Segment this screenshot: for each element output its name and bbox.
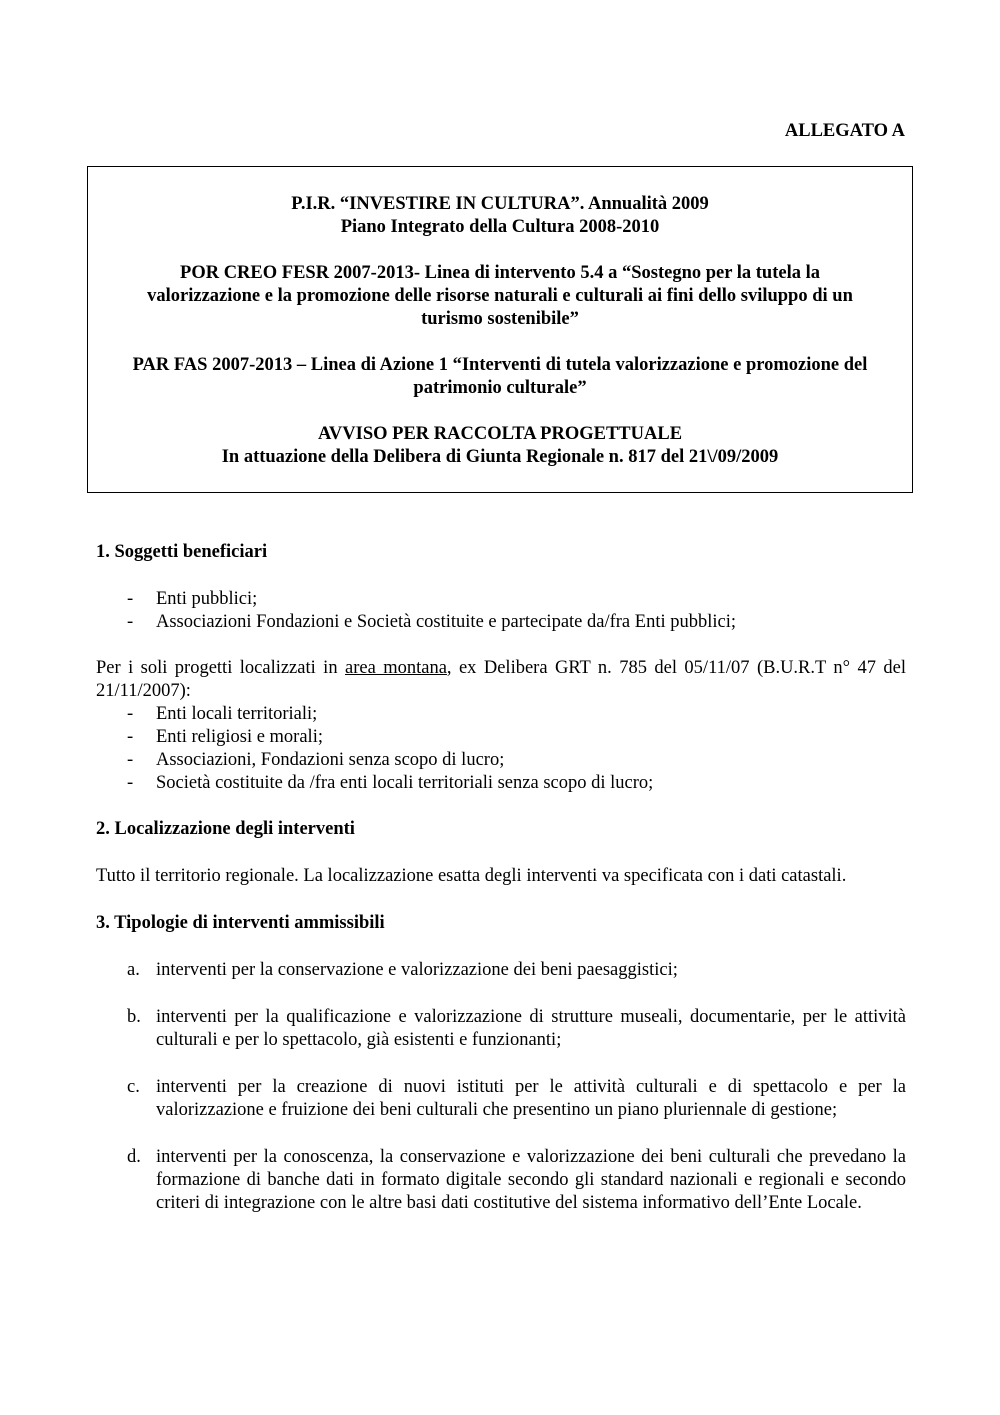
list-item: [96, 1006, 906, 1052]
title-block-par: [96, 354, 904, 400]
title-line: P.I.R. “INVESTIRE IN CULTURA”. Annualità 2009: [291, 194, 709, 214]
list-item: - Società costituite da /fra enti locali territoriali senza scopo di lucro;: [96, 772, 906, 795]
list-marker: b.: [127, 1007, 141, 1027]
document-body: [96, 541, 906, 1215]
list-item: - Enti religiosi e morali;: [96, 726, 906, 749]
title-line: Piano Integrato della Cultura 2008-2010: [340, 217, 660, 237]
section-1-title: 1. Soggetti beneficiari: [96, 542, 268, 562]
paragraph-text: , ex Delibera GRT n. 785 del 05/11/07 (B.U.R.T n° 47 del 21/11/2007):: [96, 658, 906, 701]
list-item-text: interventi per la conservazione e valorizzazione dei beni paesaggistici;: [156, 960, 678, 980]
area-montana-underlined: area montana: [345, 658, 447, 678]
title-block-avviso: [96, 423, 904, 469]
title-line: PAR FAS 2007-2013 – Linea di Azione 1 “Interventi di tutela valorizzazione e promozione del: [132, 355, 868, 375]
list-item: - Enti locali territoriali;: [96, 703, 906, 726]
section-2-title: 2. Localizzazione degli interventi: [96, 819, 355, 839]
area-montana-list: [96, 703, 906, 795]
list-item: - Enti pubblici;: [96, 588, 906, 611]
section-3-title: 3. Tipologie di interventi ammissibili: [96, 913, 385, 933]
title-line: POR CREO FESR 2007-2013- Linea di intervento 5.4 a “Sostegno per la tutela la: [180, 263, 820, 283]
title-block-pir: [96, 193, 904, 239]
list-item: [96, 959, 906, 982]
list-marker: c.: [127, 1077, 140, 1097]
title-line: turismo sostenibile”: [421, 309, 579, 329]
list-item-text: interventi per la qualificazione e valorizzazione di strutture museali, documentarie, per le attività culturali e per lo spettacolo, già esistenti e funzionanti;: [156, 1007, 906, 1050]
title-line: AVVISO PER RACCOLTA PROGETTUALE: [317, 424, 683, 444]
paragraph-text: Per i soli progetti localizzati in: [96, 658, 345, 678]
title-line: patrimonio culturale”: [413, 378, 587, 398]
section-2-text: Tutto il territorio regionale. La localizzazione esatta degli interventi va specificata con i dati catastali.: [96, 866, 847, 886]
list-item-text: interventi per la creazione di nuovi istituti per le attività culturali e di spettacolo e per la valorizzazione e fruizione dei beni culturali che presentino un piano pluriennale di gestione;: [156, 1077, 906, 1120]
title-line: In attuazione della Delibera di Giunta Regionale n. 817 del 21\/09/2009: [221, 447, 779, 467]
allegato-label: ALLEGATO A: [784, 121, 905, 141]
list-item: - Associazioni Fondazioni e Società costituite e partecipate da/fra Enti pubblici;: [96, 611, 906, 634]
list-item: [96, 1076, 906, 1122]
list-item: - Associazioni, Fondazioni senza scopo di lucro;: [96, 749, 906, 772]
list-marker: a.: [127, 960, 140, 980]
beneficiari-list: [96, 588, 906, 634]
tipologie-list: [96, 959, 906, 1215]
title-block-por: [96, 262, 904, 331]
area-montana-paragraph: [96, 657, 906, 703]
list-item: [96, 1146, 906, 1215]
title-box: [87, 166, 913, 493]
list-marker: d.: [127, 1147, 141, 1167]
list-item-text: interventi per la conoscenza, la conservazione e valorizzazione dei beni culturali che prevedano la formazione di banche dati in formato digitale secondo gli standard nazionali e regionali e secondo criteri di integrazione con le altre basi dati costitutive del sistema informativo dell’Ente Locale.: [156, 1147, 906, 1213]
title-line: valorizzazione e la promozione delle risorse naturali e culturali ai fini dello sviluppo di un: [147, 286, 853, 306]
